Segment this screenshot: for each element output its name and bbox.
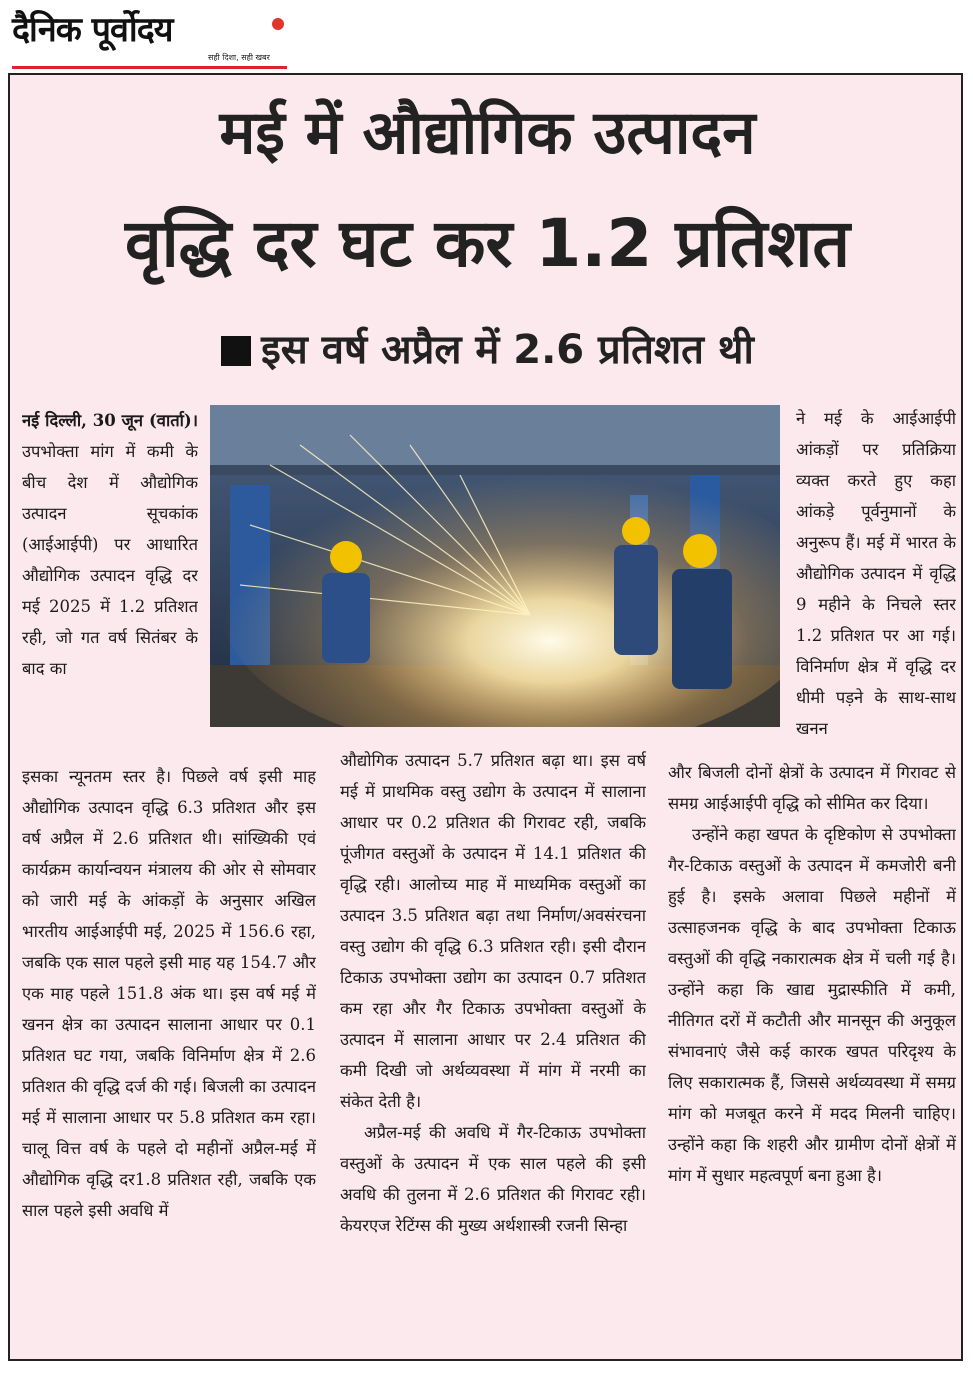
headline-line-1: मई में औद्योगिक उत्पादन [219, 98, 756, 168]
col3-paragraph-2: उन्होंने कहा खपत के दृष्टिकोण से उपभोक्ता गैर-टिकाऊ वस्तुओं के उत्पादन में कमजोरी बनी हुई है। इसके अलावा पिछले महीनों में उत्साहजनक वृद्धि के बाद उपभोक्ता टिकाऊ वस्तुओं की वृद्धि नकारात्मक क्षेत्र में चली गई है। उन्होंने कहा कि खाद्य मुद्रास्फीति में कमी, नीतिगत दरों में कटौती और मानसून की अनुकूल संभावनाएं जैसे कई कारक खपत परिदृश्य के लिए सकारात्मक हैं, जिससे अर्थव्यवस्था में समग्र मांग को मजबूत करने में मदद मिलनी चाहिए। उन्होंने कहा कि शहरी और ग्रामीण दोनों क्षेत्रों में मांग में सुधार महत्वपूर्ण बना हुआ है। [668, 825, 956, 1185]
col3-top-text: ने मई के आईआईपी आंकड़ों पर प्रतिक्रिया व्यक्त करते हुए कहा आंकड़े पूर्वनुमानों के अनुरूप हैं। मई में भारत के औद्योगिक उत्पादन में वृद्धि 9 महीने के निचले स्तर 1.2 प्रतिशत पर आ गई। विनिर्माण क्षेत्र में वृद्धि दर धीमी पड़ने के साथ-साथ खनन [796, 409, 956, 738]
col2-paragraph-1: औद्योगिक उत्पादन 5.7 प्रतिशत बढ़ा था। इस वर्ष मई में प्राथमिक वस्तु उद्योग के उत्पादन में सालाना आधार पर 0.2 प्रतिशत की गिरावट रही, जबकि पूंजीगत वस्तुओं के उत्पादन में 14.1 प्रतिशत की वृद्धि रही। आलोच्य माह में माध्यमिक वस्तुओं का उत्पादन 3.5 प्रतिशत बढ़ा तथा निर्माण/अवसंरचना वस्तु उद्योग की वृद्धि 6.3 प्रतिशत रही। इसी दौरान टिकाऊ उपभोक्ता उद्योग का उत्पादन 0.7 प्रतिशत कम रहा और गैर टिकाऊ उपभोक्ता वस्तुओं के उत्पादन में सालाना आधार पर 2.4 प्रतिशत की कमी दिखी जो अर्थव्यवस्था में मांग में नरमी का संकेत देती है। [340, 751, 646, 1111]
photo-illustration [210, 405, 780, 727]
col1-bottom-text: इसका न्यूनतम स्तर है। पिछले वर्ष इसी माह औद्योगिक उत्पादन वृद्धि 6.3 प्रतिशत और इस वर्ष अप्रैल में 2.6 प्रतिशत थी। सांख्यिकी एवं कार्यक्रम कार्यान्वयन मंत्रालय की ओर से सोमवार को जारी मई के आंकड़ों के अनुसार अखिल भारतीय आईआईपी मई, 2025 में 156.6 रहा, जबकि एक साल पहले इसी माह यह 154.7 और एक माह पहले 151.8 अंक था। इस वर्ष मई में खनन क्षेत्र का उत्पादन सालाना आधार पर 0.1 प्रतिशत घट गया, जबकि विनिर्माण क्षेत्र में 2.6 प्रतिशत की वृद्धि दर्ज की गई। बिजली का उत्पादन मई में सालाना आधार पर 5.8 प्रतिशत कम रहा। चालू वित्त वर्ष के पहले दो महीनों अप्रैल-मई में औद्योगिक वृद्धि दर1.8 प्रतिशत रही, जबकि एक साल पहले इसी अवधि में [22, 767, 316, 1220]
dateline: नई दिल्ली, 30 जून (वार्ता)। [22, 411, 198, 430]
bullet-square-icon [221, 336, 251, 366]
subheadline [10, 323, 963, 377]
column-2 [340, 745, 646, 1355]
logo-dot-icon [272, 18, 284, 30]
factory-welding-photo [210, 405, 780, 727]
column-1-bottom [22, 761, 316, 1355]
column-3 [668, 757, 956, 1357]
news-clipping [8, 73, 963, 1361]
column-1-top [22, 405, 198, 760]
col1-top-text: उपभोक्ता मांग में कमी के बीच देश में औद्योगिक उत्पादन सूचकांक (आईआईपी) पर आधारित औद्योगिक उत्पादन वृद्धि दर मई 2025 में 1.2 प्रतिशत रही, जो गत वर्ष सितंबर के बाद का [22, 442, 198, 678]
subheadline-text: इस वर्ष अप्रैल में 2.6 प्रतिशत थी [261, 327, 754, 373]
masthead-rule [12, 66, 287, 69]
headline-line-2: वृद्धि दर घट कर 1.2 प्रतिशत [124, 205, 851, 282]
col2-paragraph-2: अप्रैल-मई की अवधि में गैर-टिकाऊ उपभोक्ता वस्तुओं के उत्पादन में एक साल पहले की इसी अवधि की तुलना में 2.6 प्रतिशत की गिरावट रही। केयरएज रेटिंग्स की मुख्य अर्थशास्त्री रजनी सिन्हा [340, 1123, 646, 1235]
masthead-tagline: सही दिशा, सही खबर [208, 53, 270, 62]
newspaper-logo: दैनिक पूर्वोदय [12, 10, 173, 50]
column-3-top [796, 403, 956, 756]
masthead [12, 8, 287, 70]
col3-paragraph-1: और बिजली दोनों क्षेत्रों के उत्पादन में गिरावट से समग्र आईआईपी वृद्धि को सीमित कर दिया। [668, 763, 956, 813]
